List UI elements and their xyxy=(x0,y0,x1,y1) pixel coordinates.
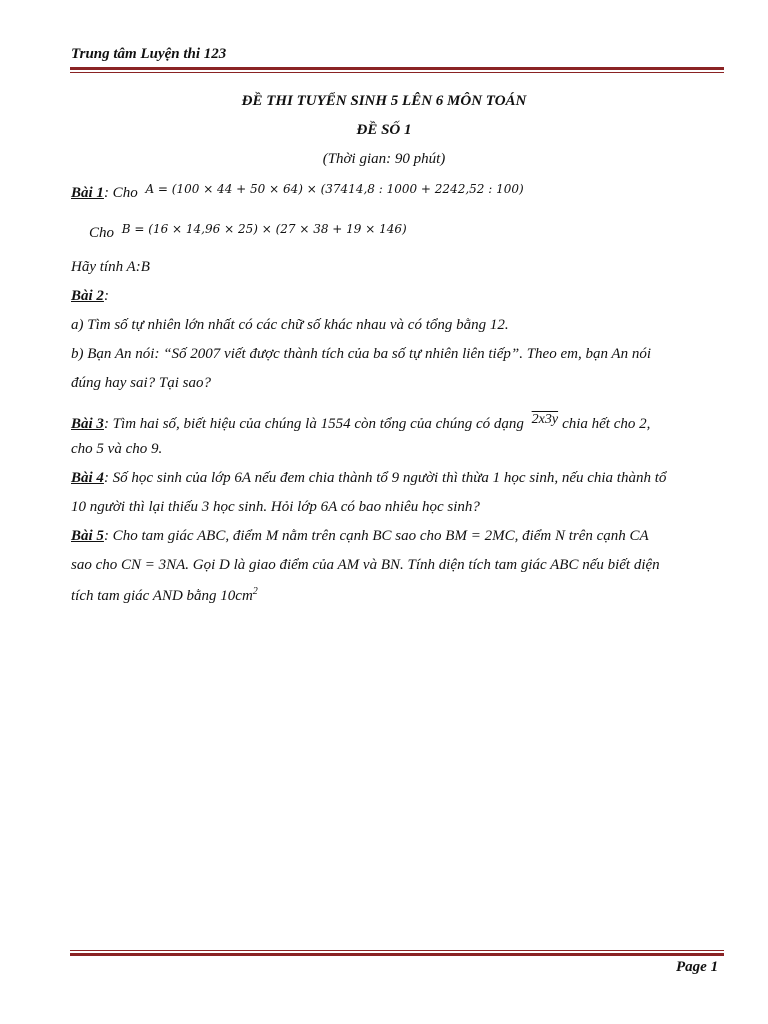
header-rule-thick xyxy=(70,67,724,70)
exam-number: ĐỀ SỐ 1 xyxy=(356,122,412,138)
bai3-number-form: 2x3y xyxy=(531,412,559,427)
formula-b: B = (16 × 14,96 × 25) × (27 × 38 + 19 × 146) xyxy=(121,222,407,236)
exam-title: ĐỀ THI TUYỂN SINH 5 LÊN 6 MÔN TOÁN xyxy=(241,93,527,109)
footer-rule-thin xyxy=(70,950,724,951)
bai2-b-line1: b) Bạn An nói: “Số 2007 viết được thành tích của ba số tự nhiên liên tiếp”. Theo em, bạn An nói xyxy=(71,346,652,362)
bai1-label: Bài 1 xyxy=(71,185,104,201)
bai2-a: a) Tìm số tự nhiên lớn nhất có các chữ số khác nhau và có tổng bằng 12. xyxy=(71,317,509,333)
bai5-text3: tích tam giác AND bằng 10cm xyxy=(71,588,253,604)
bai2-label: Bài 2 xyxy=(71,288,104,304)
formula-a: A = (100 × 44 + 50 × 64) × (37414,8 : 1000 + 2242,52 : 100) xyxy=(145,182,524,196)
bai5-line1 xyxy=(71,528,731,545)
bai1-cho2: Cho xyxy=(89,225,115,241)
bai1-line2 xyxy=(89,222,749,242)
bai4-text1: : Số học sinh của lớp 6A nếu đem chia thành tổ 9 người thì thừa 1 học sinh, nếu chia thành tổ xyxy=(103,470,667,486)
bai4-line1 xyxy=(71,470,731,487)
bai3-line2: cho 5 và cho 9. xyxy=(71,441,163,457)
bai1-cho1: : Cho xyxy=(103,185,138,201)
bai5-text1: : Cho tam giác ABC, điểm M nằm trên cạnh BC sao cho BM = 2MC, điểm N trên cạnh CA xyxy=(103,528,649,544)
bai5-line3 xyxy=(71,586,731,605)
bai4-label: Bài 4 xyxy=(71,470,104,486)
header-rule-thin xyxy=(70,72,724,73)
bai1-line1 xyxy=(71,182,731,202)
bai2-heading xyxy=(71,288,731,305)
bai3-label: Bài 3 xyxy=(71,416,104,432)
exam-time: (Thời gian: 90 phút) xyxy=(322,151,446,167)
bai1-task: Hãy tính A:B xyxy=(71,259,150,275)
bai5-line2: sao cho CN = 3NA. Gọi D là giao điểm của AM và BN. Tính diện tích tam giác ABC nếu biết diện xyxy=(71,557,660,573)
bai5-superscript: 2 xyxy=(252,586,258,597)
bai4-line2: 10 người thì lại thiếu 3 học sinh. Hỏi lớp 6A có bao nhiêu học sinh? xyxy=(71,499,480,515)
page-number: Page 1 xyxy=(676,959,719,975)
footer-rule-thick xyxy=(70,953,724,956)
bai3-text1: : Tìm hai số, biết hiệu của chúng là 1554 còn tổng của chúng có dạng xyxy=(103,416,524,432)
bai5-label: Bài 5 xyxy=(71,528,104,544)
header-center-name: Trung tâm Luyện thi 123 xyxy=(71,46,227,62)
bai3-text2: chia hết cho 2, xyxy=(562,416,651,432)
bai3-line1 xyxy=(71,412,731,433)
bai2-colon: : xyxy=(103,288,109,304)
bai2-b-line2: đúng hay sai? Tại sao? xyxy=(71,375,212,391)
